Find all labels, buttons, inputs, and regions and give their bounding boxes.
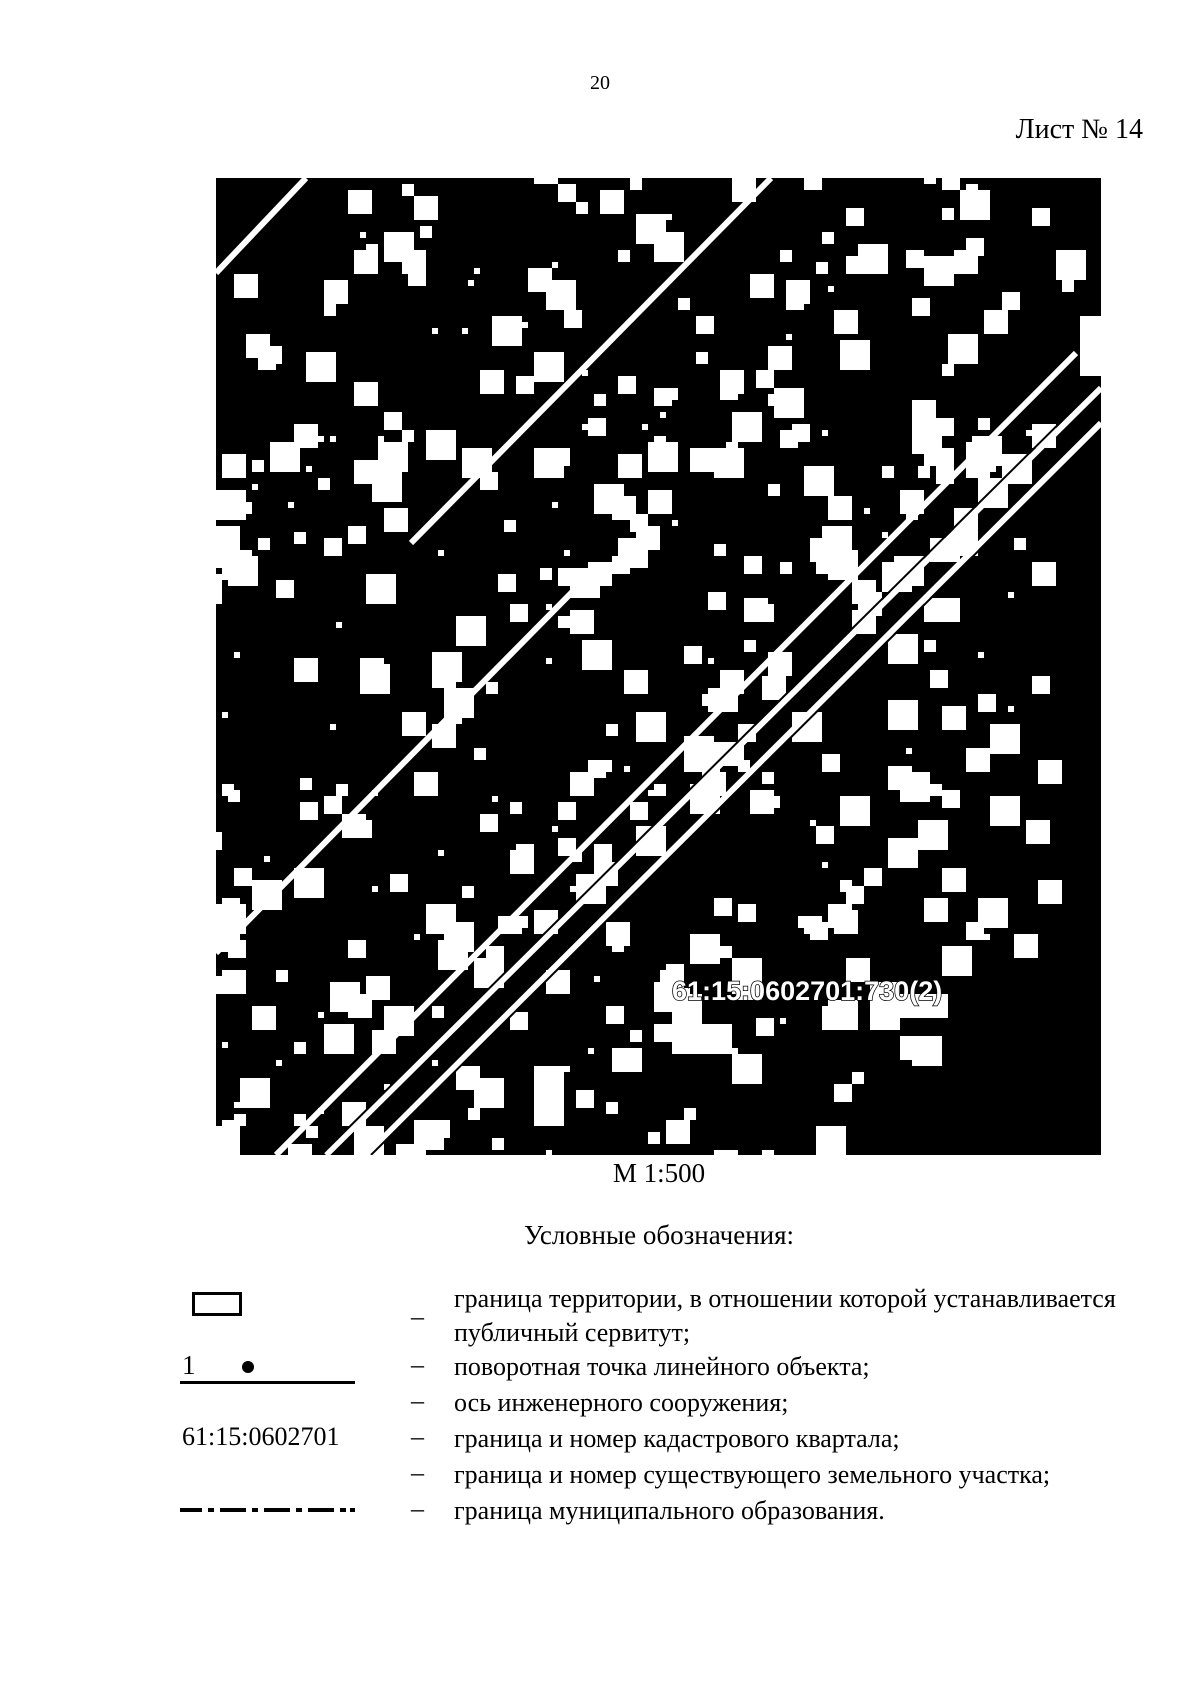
legend-row-cadastral-quarter — [180, 1422, 1180, 1456]
legend-dash: – — [411, 1302, 424, 1331]
map-scale: М 1:500 — [612, 1158, 706, 1188]
point-number: 1 — [182, 1350, 196, 1380]
legend-dash: – — [411, 1422, 424, 1451]
dash-dot-line-icon — [180, 1504, 355, 1516]
legend-row-engineering-axis — [180, 1386, 1180, 1420]
solid-line-icon — [180, 1381, 355, 1384]
legend-title: Условные обозначения: — [523, 1220, 795, 1250]
legend-text: граница муниципального образования. — [454, 1496, 885, 1525]
legend-dash: – — [411, 1350, 424, 1379]
point-dot-icon — [242, 1361, 254, 1373]
map-image — [216, 178, 1101, 1155]
legend-row-turning-point — [180, 1350, 1180, 1384]
legend-row-municipal-boundary — [180, 1494, 1180, 1528]
cadastral-number-sample: 61:15:0602701 — [182, 1422, 340, 1451]
legend-text: граница и номер существующего земельного участка; — [454, 1460, 1051, 1489]
legend-dash: – — [411, 1386, 424, 1415]
rectangle-icon — [192, 1292, 242, 1316]
sheet-label: Лист № 14 — [1015, 114, 1143, 145]
legend-dash: – — [411, 1458, 424, 1487]
legend-text: граница территории, в отношении которой устанавливается публичный сервитут; — [454, 1284, 1116, 1347]
legend-text: граница и номер кадастрового квартала; — [454, 1424, 900, 1453]
legend-row-territory-boundary — [180, 1282, 1180, 1354]
legend-text: поворотная точка линейного объекта; — [454, 1352, 870, 1381]
legend-row-land-plot — [180, 1458, 1180, 1492]
legend-dash: – — [411, 1494, 424, 1523]
page-number: 20 — [590, 72, 610, 94]
legend-text: ось инженерного сооружения; — [454, 1388, 789, 1417]
parcel-number-label: 61:15:0602701:730(2) — [672, 976, 943, 1006]
